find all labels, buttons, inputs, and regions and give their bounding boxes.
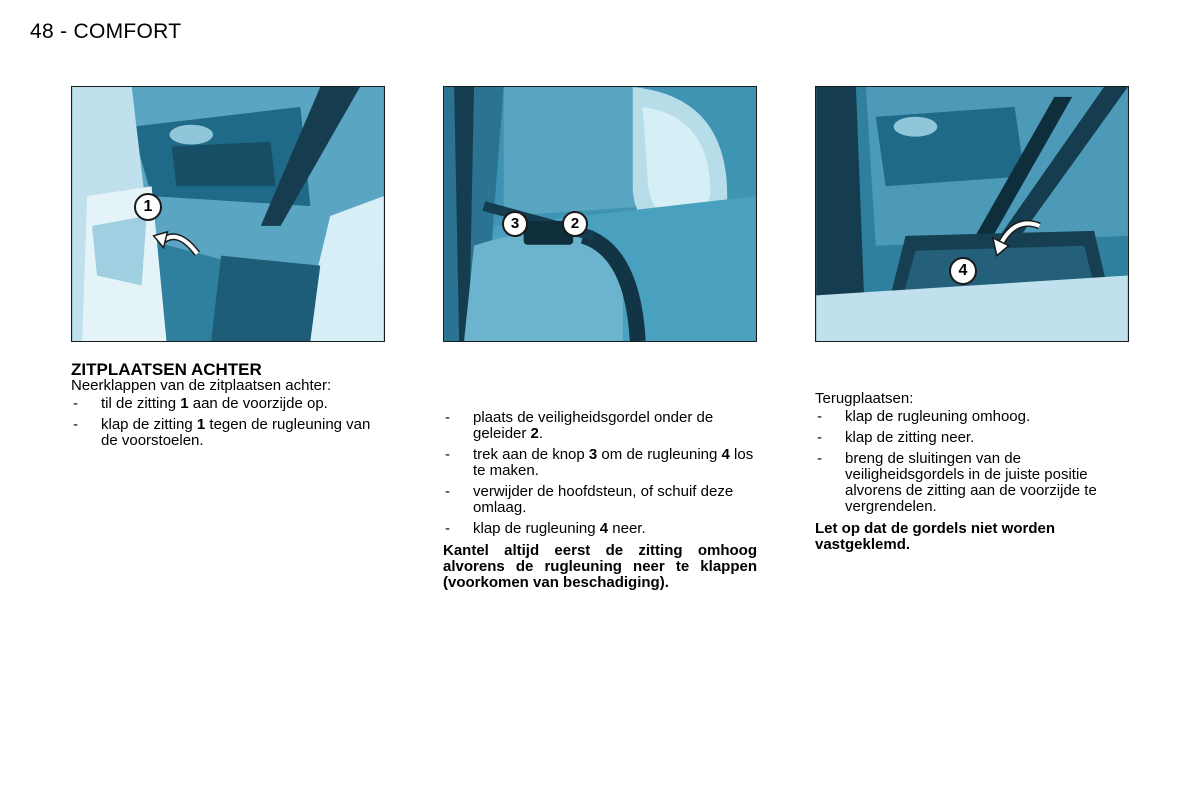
section-title: ZITPLAATSEN ACHTER bbox=[71, 360, 262, 379]
step-list bbox=[443, 410, 757, 537]
callout-badge: 1 bbox=[134, 193, 162, 221]
list-item: - til de zitting 1 aan de voorzijde op. bbox=[71, 396, 387, 412]
figure-seatbelt-guide bbox=[443, 86, 757, 342]
step-list bbox=[71, 396, 387, 449]
page-header: 48 - COMFORT bbox=[30, 20, 182, 43]
list-item: - trek aan de knop 3 om de rugleuning 4 los te maken. bbox=[443, 447, 757, 479]
column-backrest bbox=[443, 408, 757, 591]
callout-badge: 2 bbox=[562, 211, 588, 237]
intro-text: Terugplaatsen: bbox=[815, 390, 914, 407]
list-item: - klap de zitting neer. bbox=[815, 430, 1129, 446]
list-item: - plaats de veiligheidsgordel onder de geleider 2. bbox=[443, 410, 757, 442]
callout-badge: 3 bbox=[502, 211, 528, 237]
figure-seat-folded bbox=[815, 86, 1129, 342]
step-list bbox=[815, 409, 1129, 515]
folded-seat-photo bbox=[816, 87, 1128, 341]
list-item: - breng de sluitingen van de veiligheidsgordels in de juiste positie alvorens de zitting aan de voorzijde te vergrendelen. bbox=[815, 451, 1129, 515]
column-fold-down bbox=[71, 362, 387, 449]
list-item: - verwijder de hoofdsteun, of schuif deze omlaag. bbox=[443, 484, 757, 516]
warning-note: Let op dat de gordels niet worden vastgeklemd. bbox=[815, 520, 1056, 553]
column-restore bbox=[815, 391, 1129, 553]
callout-badge: 4 bbox=[949, 257, 977, 285]
seatbelt-guide-photo bbox=[444, 87, 756, 341]
list-item: - klap de zitting 1 tegen de rugleuning van de voorstoelen. bbox=[71, 417, 387, 449]
warning-note: Kantel altijd eerst de zitting omhoog alvorens de rugleuning neer te klappen (voorkomen van beschadiging). bbox=[443, 542, 757, 591]
list-item: - klap de rugleuning omhoog. bbox=[815, 409, 1129, 425]
list-item: - klap de rugleuning 4 neer. bbox=[443, 521, 757, 537]
intro-text: Neerklappen van de zitplaatsen achter: bbox=[71, 377, 332, 394]
figure-seat-cushion-lift bbox=[71, 86, 385, 342]
rear-seat-cushion-tilt-photo bbox=[72, 87, 384, 341]
